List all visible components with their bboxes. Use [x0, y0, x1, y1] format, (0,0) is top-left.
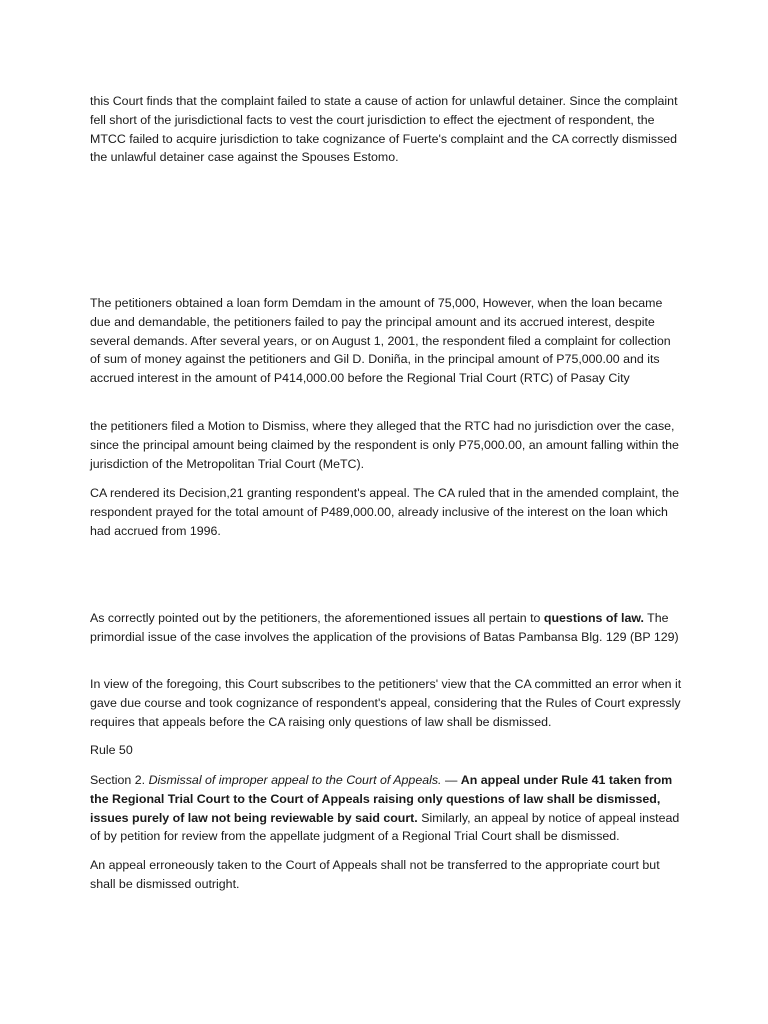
paragraph-loan-facts: [90, 294, 682, 388]
paragraph-section-2: [90, 771, 682, 846]
paragraph-text: The primordial issue of the case involves the application of the provisions of Batas Pambansa Blg. 129 (BP 129): [90, 611, 679, 644]
rule-heading: [90, 741, 682, 760]
bold-provision: An appeal under Rule 41 taken from the Regional Trial Court to the Court of Appeals raising only questions of law shall be dismissed, issues purely of law not being reviewable by said court.: [90, 773, 673, 825]
paragraph-text: An appeal erroneously taken to the Court of Appeals shall not be transferred to the appropriate court but shall be dismissed outright.: [90, 858, 660, 891]
section-title: Dismissal of improper appeal to the Court of Appeals.: [148, 773, 442, 787]
rule-label: Rule 50: [90, 743, 133, 757]
paragraph-court-view: [90, 675, 682, 731]
paragraph-text: As correctly pointed out by the petitioners, the aforementioned issues all pertain to: [90, 611, 544, 625]
paragraph-text: this Court finds that the complaint failed to state a cause of action for unlawful detainer. Since the complaint fell short of the jurisdictional facts to vest the court jurisdiction to effect the ejectment of respondent, the MTCC failed to acquire jurisdiction to take cognizance of Fuerte's complaint and the CA correctly dismissed the unlawful detainer case against the Spouses Estomo.: [90, 94, 678, 165]
bold-phrase: questions of law.: [543, 611, 644, 625]
paragraph-erroneous-appeal: [90, 856, 682, 894]
paragraph-questions-of-law: [90, 609, 682, 647]
paragraph-text: The petitioners obtained a loan form Demdam in the amount of 75,000, However, when the loan became due and demandable, the petitioners failed to pay the principal amount and its accrued interest, despite several demands. After several years, or on August 1, 2001, the respondent filed a complaint for collection of sum of money against the petitioners and Gil D. Doniña, in the principal amount of P75,000.00 and its accrued interest in the amount of P414,000.00 before the Regional Trial Court (RTC) of Pasay City: [90, 296, 671, 386]
paragraph-unlawful-detainer: [90, 92, 682, 167]
paragraph-motion-to-dismiss: [90, 417, 682, 473]
paragraph-text: In view of the foregoing, this Court subscribes to the petitioners' view that the CA committed an error when it gave due course and took cognizance of respondent's appeal, considering that the Rules of Court expressly requires that appeals before the CA raising only questions of law shall be dismissed.: [90, 677, 682, 729]
paragraph-ca-decision: [90, 484, 682, 540]
paragraph-text: CA rendered its Decision,21 granting respondent's appeal. The CA ruled that in the amended complaint, the respondent prayed for the total amount of P489,000.00, already inclusive of the interest on the loan which had accrued from 1996.: [90, 486, 679, 538]
paragraph-text: Similarly, an appeal by notice of appeal instead of by petition for review from the appellate judgment of a Regional Trial Court shall be dismissed.: [90, 810, 680, 844]
em-dash: —: [441, 773, 461, 787]
paragraph-text: the petitioners filed a Motion to Dismiss, where they alleged that the RTC had no jurisdiction over the case, since the principal amount being claimed by the respondent is only P75,000.00, an amount falling within the jurisdiction of the Metropolitan Trial Court (MeTC).: [90, 419, 679, 471]
section-label: Section 2.: [90, 773, 149, 787]
